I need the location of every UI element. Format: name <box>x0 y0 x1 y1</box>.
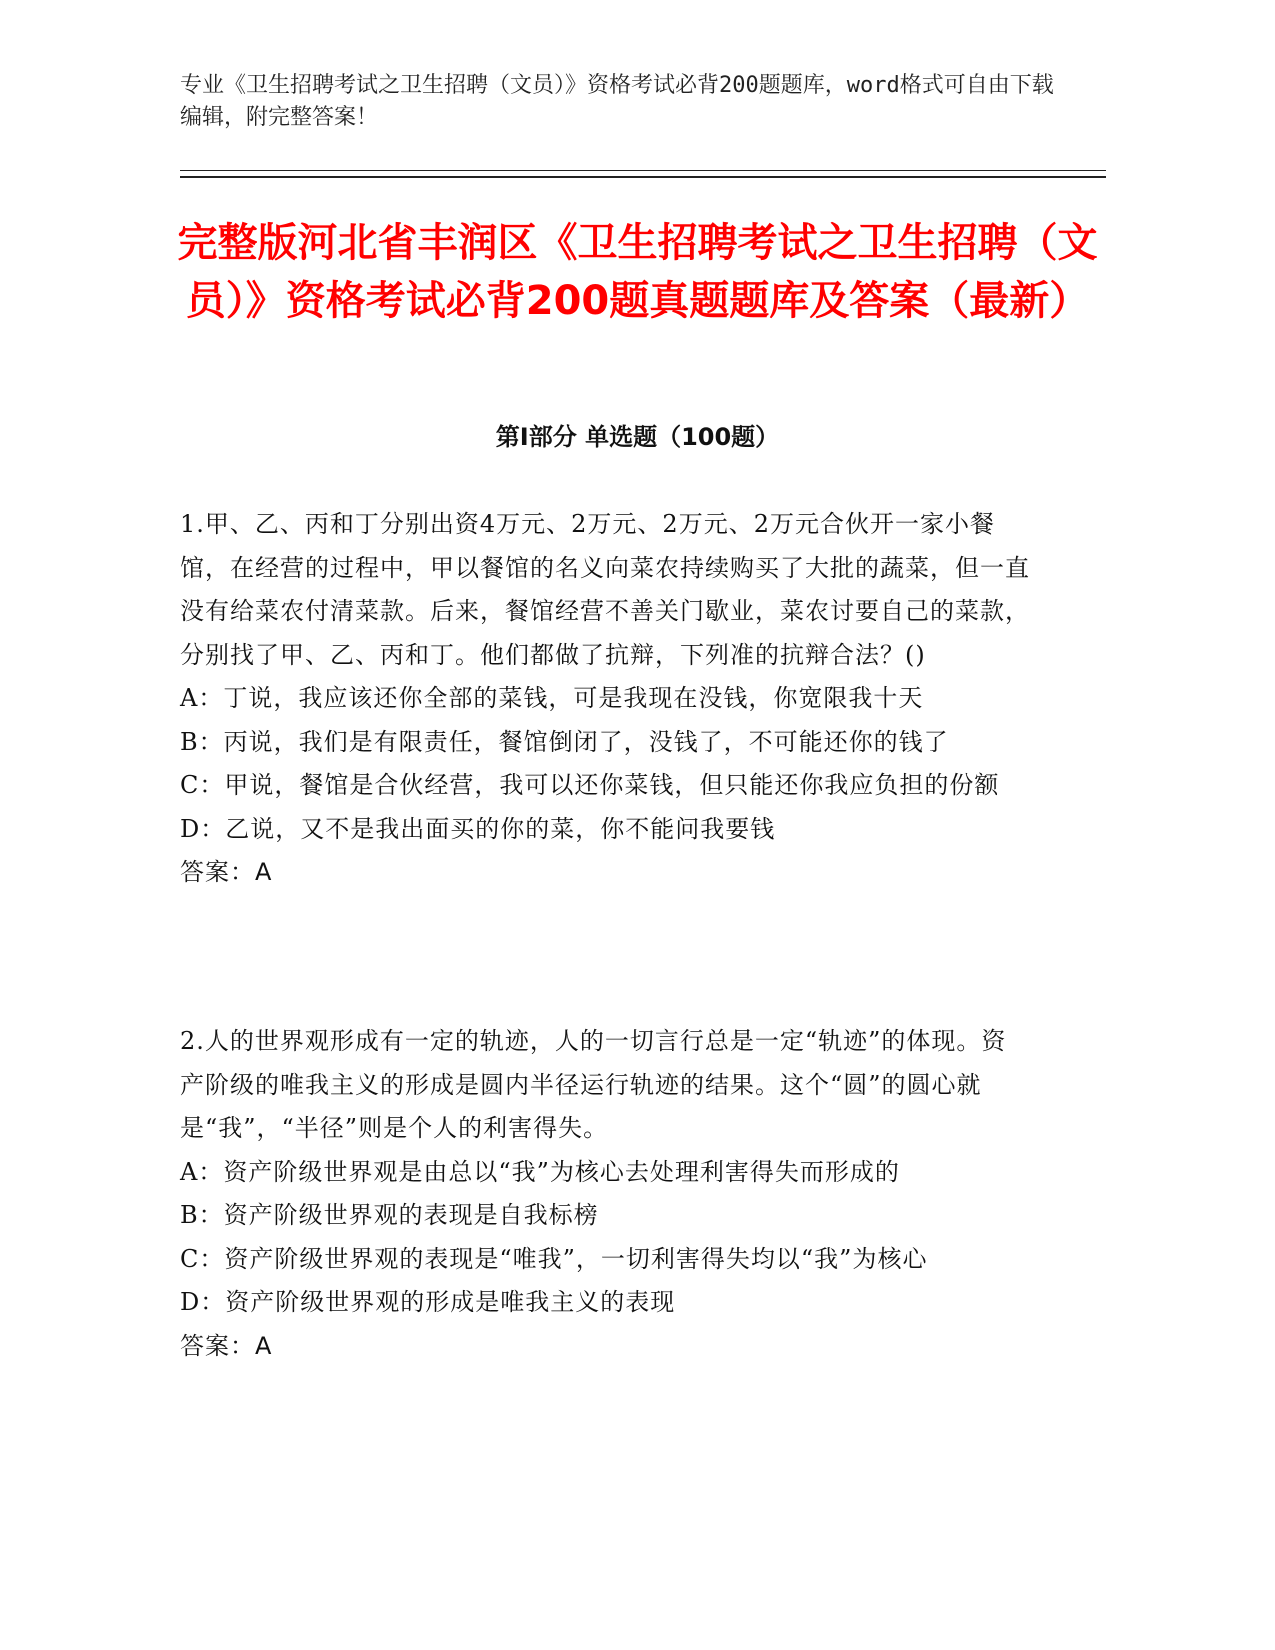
question-block <box>180 1020 1030 1368</box>
header-note: 专业《卫生招聘考试之卫生招聘（文员）》资格考试必背200题题库，word格式可自由下载编辑，附完整答案！ <box>180 73 1054 130</box>
option-d: D：乙说，又不是我出面买的你的菜，你不能问我要钱 <box>180 814 776 843</box>
section-heading: 第I部分 单选题（100题） <box>495 423 780 451</box>
option-c: C：资产阶级世界观的表现是“唯我”，一切利害得失均以“我”为核心 <box>180 1244 928 1273</box>
option-a: A：丁说，我应该还你全部的菜钱，可是我现在没钱，你宽限我十天 <box>180 684 924 712</box>
option-b: B：资产阶级世界观的表现是自我标榜 <box>180 1201 599 1229</box>
option-d: D：资产阶级世界观的形成是唯我主义的表现 <box>180 1288 676 1316</box>
question-stem: 2.人的世界观形成有一定的轨迹，人的一切言行总是一定“轨迹”的体现。资产阶级的唯我主义的形成是圆内半径运行轨迹的结果。这个“圆”的圆心就是“我”，“半径”则是个人的利害得失。 <box>180 1027 1007 1142</box>
option-a: A：资产阶级世界观是由总以“我”为核心去处理利害得失而形成的 <box>180 1157 900 1186</box>
header-divider-thick <box>180 176 1106 178</box>
header-divider-thin <box>180 170 1106 171</box>
answer-line: 答案：A <box>180 1331 273 1360</box>
question-block <box>180 503 1030 895</box>
option-b: B：丙说，我们是有限责任，餐馆倒闭了，没钱了，不可能还你的钱了 <box>180 727 949 756</box>
option-c: C：甲说，餐馆是合伙经营，我可以还你菜钱，但只能还你我应负担的份额 <box>180 771 1000 799</box>
answer-line: 答案：A <box>180 858 273 886</box>
question-stem: 1.甲、乙、丙和丁分别出资4万元、2万元、2万元、2万元合伙开一家小餐馆，在经营的过程中，甲以餐馆的名义向菜农持续购买了大批的蔬菜，但一直没有给菜农付清菜款。后来，餐馆经营不善关门歇业，菜农讨要自己的菜款，分别找了甲、乙、丙和丁。他们都做了抗辩，下列准的抗辩合法？() <box>180 510 1030 669</box>
document-title: 完整版河北省丰润区《卫生招聘考试之卫生招聘（文员）》资格考试必背200题真题题库及答案（最新） <box>177 220 1098 324</box>
